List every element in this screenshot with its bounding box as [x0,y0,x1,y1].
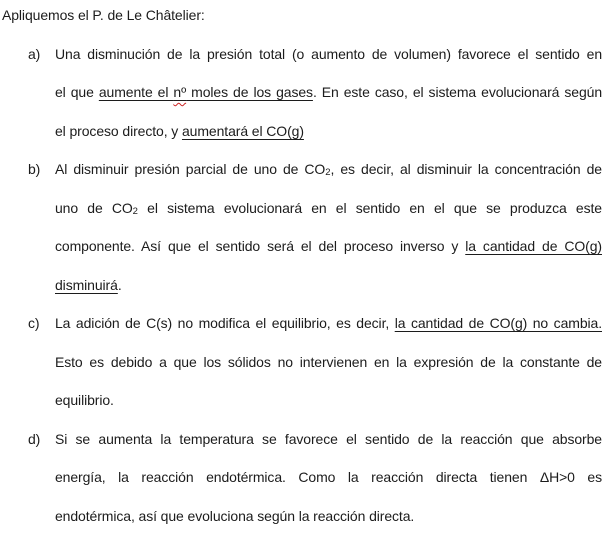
list-item-a [0,45,614,161]
text-line-content [55,122,602,141]
text-line-content [55,430,602,449]
text-segment: el proceso directo, y [55,122,182,139]
underlined-text: aumentará el CO(g) [181,122,304,139]
text-line [0,237,614,276]
text-segment: , es decir, al disminuir la concentración de [330,161,602,177]
text-line [0,45,614,84]
underlined-text: disminuirá [55,276,118,293]
text-line-content [55,507,602,526]
text-line [0,314,614,353]
text-line [0,122,614,161]
text-line-content [55,314,602,333]
text-line-content [55,45,602,64]
text-line [0,276,614,315]
list-item-d [0,430,614,545]
text-line [0,199,614,238]
text-segment: . En este caso, el sistema evolucionará según [312,84,602,100]
text-line [0,83,614,122]
list-item-c [0,314,614,430]
underlined-text [173,84,186,100]
text-segment: endotérmica, así que evoluciona según la reacción directa. [55,507,415,524]
underlined-text: la cantidad de CO(g) [465,238,602,254]
text-segment: . [117,276,122,293]
text-line-content [55,391,602,410]
underlined-text: aumente el [98,84,174,100]
text-line [0,468,614,507]
text-segment: Una disminución de la presión total (o aumento de volumen) favorece el sentido en [55,45,602,62]
text-line-content [55,468,602,487]
misspelled-word-no: nº [173,84,187,100]
text-line [0,391,614,430]
text-segment: equilibrio. [55,392,114,408]
text-segment: el que [55,84,99,100]
text-line-content [55,199,602,221]
text-segment: Esto es debido a que los sólidos no intervienen en la expresión de la constante de [55,353,602,370]
list-marker-b: b) [28,161,41,177]
text-line [0,430,614,469]
text-line [0,353,614,392]
text-segment: el sistema evolucionará en el sentido en el que se produzca este [137,199,602,216]
underlined-text: moles de los gases [186,84,313,100]
text-segment: componente. Así que el sentido será el del proceso inverso y [55,238,466,254]
text-segment: La adición de C(s) no modifica el equilibrio, es decir, [55,315,395,331]
text-segment: Si se aumenta la temperatura se favorece el sentido de la reacción que absorbe [55,430,602,447]
list-marker-a: a) [28,45,41,62]
text-line-content [55,160,602,182]
text-line-content [55,237,602,256]
co2-subscript: 2 [325,167,331,178]
text-segment: uno de CO [55,199,133,216]
text-line [0,507,614,545]
document-title-row [0,6,614,45]
co2-subscript: 2 [132,205,138,217]
list-item-b [0,160,614,314]
text-segment: Al disminuir presión parcial de uno de CO [55,161,326,177]
list-marker-d: d) [28,430,41,447]
document-title: Apliquemos el P. de Le Châtelier: [2,7,205,23]
text-segment: energía, la reacción endotérmica. Como la reacción directa tienen ΔH>0 es [55,469,602,485]
list-marker-c: c) [28,315,40,331]
text-line-content [55,83,602,102]
text-line [0,160,614,199]
text-line-content [55,353,602,372]
underlined-text: la cantidad de CO(g) no cambia. [394,315,602,331]
text-line-content [55,276,602,295]
